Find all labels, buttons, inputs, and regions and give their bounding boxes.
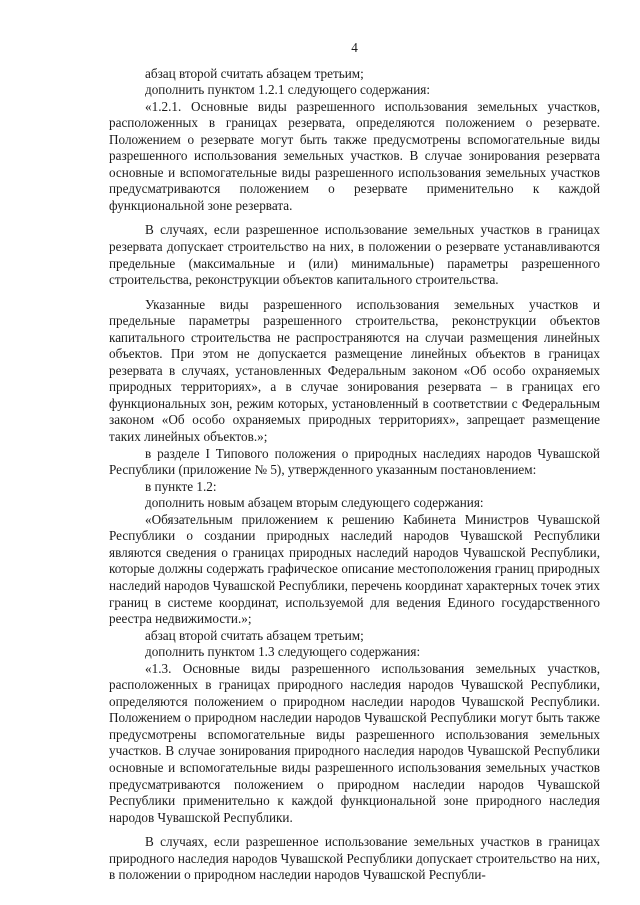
paragraph: дополнить пунктом 1.3 следующего содержания: — [145, 644, 421, 660]
paragraph: В случаях, если разрешенное использование земельных участков в границах природного наследия народов Чувашской Республики допускает строительство на них, в положении о природном наследии народов Чувашской Республи- — [109, 834, 600, 883]
paragraph: в разделе I Типового положения о природных наследиях народов Чувашской Республики (приложение № 5), утвержденного указанным постановлением: — [109, 445, 600, 478]
paragraph: «1.3. Основные виды разрешенного использования земельных участков, расположенных в границах природного наследия народов Чувашской Республики, определяются положением о природном наследии народов Чувашской Республики. Положением о природном наследии народов Чувашской Республики могут быть также предусмотрены вспомогательные виды разрешенного использования земельных участков. В случае зонирования природного наследия народов Чувашской Республики основные и вспомогательные виды разрешенного использования земельных участков предусматриваются положением о природном наследии народов Чувашской Республики применительно к каждой функциональной зоне природного наследия народов Чувашской Республики. — [109, 660, 600, 825]
paragraph: абзац второй считать абзацем третьим; — [145, 65, 364, 81]
paragraph: В случаях, если разрешенное использование земельных участков в границах резервата допускает строительство на них, в положении о резервате устанавливаются предельные (максимальные и (или) минимальные) параметры разрешенного строительства, реконструкции объектов капитального строительства. — [109, 222, 600, 288]
paragraph: «Обязательным приложением к решению Кабинета Министров Чувашской Республики о создании природных наследий народов Чувашской Республики являются сведения о границах природных наследий народов Чувашской Республики, которые должны содержать графическое описание местоположения границ природных наследий народов Чувашской Республики, перечень координат характерных точек этих границ в системе координат, используемой для ведения Единого государственного реестра недвижимости.»; — [109, 511, 600, 627]
paragraph: дополнить новым абзацем вторым следующего содержания: — [145, 495, 484, 511]
page-number: 4 — [351, 40, 358, 55]
paragraph: «1.2.1. Основные виды разрешенного использования земельных участков, расположенных в границах резервата, определяются положением о резервате. Положением о резервате могут быть также предусмотрены вспомогательные виды разрешенного использования земельных участков. В случае зонирования резервата основные и вспомогательные виды разрешенного использования земельных участков предусматриваются положением о резервате применительно к каждой функциональной зоне резервата. — [109, 98, 600, 213]
body-text — [109, 66, 600, 884]
paragraph: абзац второй считать абзацем третьим; — [145, 627, 364, 643]
paragraph: дополнить пунктом 1.2.1 следующего содержания: — [145, 82, 431, 98]
paragraph: Указанные виды разрешенного использования земельных участков и предельные параметры разрешенного строительства, реконструкции объектов капитального строительства не распространяются на случаи размещения линейных объектов. При этом не допускается размещение линейных объектов в границах резервата в случаях, установленных Федеральным законом «Об особо охраняемых природных территориях», а в случае зонирования резервата – в границах его функциональных зон, режим которых, установленный в соответствии с Федеральным законом «Об особо охраняемых природных территориях», запрещает размещение таких линейных объектов.»; — [109, 296, 600, 445]
paragraph: в пункте 1.2: — [145, 478, 217, 494]
